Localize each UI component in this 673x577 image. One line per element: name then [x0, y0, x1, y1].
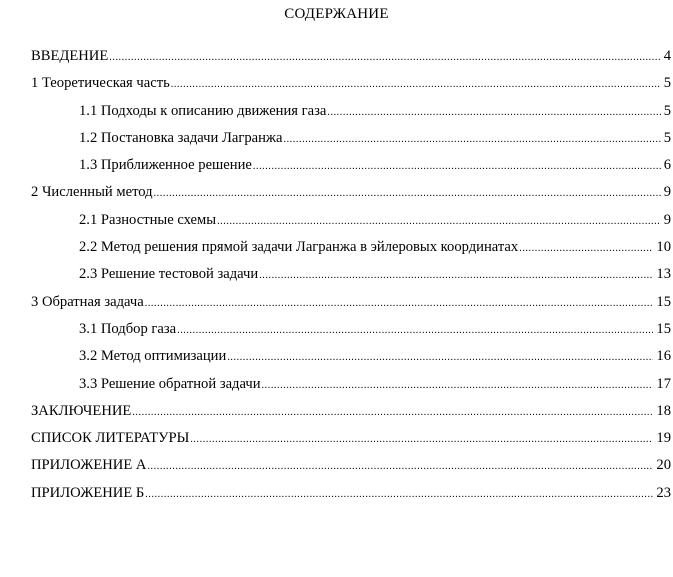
- toc-entry[interactable]: [31, 211, 671, 238]
- toc-entry[interactable]: [31, 484, 671, 511]
- toc-entry[interactable]: [31, 183, 671, 210]
- toc-entry-label: СПИСОК ЛИТЕРАТУРЫ: [31, 430, 190, 447]
- toc-entry-page-number: 5: [663, 102, 671, 119]
- toc-dot-leader: [147, 458, 653, 476]
- toc-dot-leader: [227, 349, 653, 367]
- toc-list: [31, 47, 671, 511]
- toc-entry-label: 3.1 Подбор газа: [79, 320, 177, 337]
- toc-entry[interactable]: [31, 47, 671, 74]
- toc-dot-leader: [145, 295, 654, 313]
- toc-entry[interactable]: [31, 238, 671, 265]
- toc-dot-leader: [327, 104, 660, 122]
- toc-entry[interactable]: [31, 375, 671, 402]
- toc-entry-page-number: 15: [656, 320, 671, 337]
- toc-entry-page-number: 16: [656, 348, 671, 365]
- toc-dot-leader: [283, 131, 660, 149]
- toc-entry-label: 2.1 Разностные схемы: [79, 211, 217, 228]
- toc-entry-page-number: 5: [663, 129, 671, 146]
- toc-entry-label: ЗАКЛЮЧЕНИЕ: [31, 402, 132, 419]
- toc-entry-label: 2 Численный метод: [31, 184, 153, 201]
- toc-dot-leader: [259, 267, 653, 285]
- toc-entry-label: ПРИЛОЖЕНИЕ А: [31, 457, 147, 474]
- toc-dot-leader: [154, 185, 661, 203]
- toc-entry-page-number: 18: [656, 402, 671, 419]
- toc-entry-page-number: 10: [656, 239, 671, 256]
- toc-entry-page-number: 13: [656, 266, 671, 283]
- toc-entry-page-number: 4: [663, 48, 671, 64]
- toc-dot-leader: [145, 486, 653, 504]
- toc-entry[interactable]: [31, 347, 671, 374]
- toc-dot-leader: [190, 431, 653, 449]
- toc-entry-label: 1.3 Приближенное решение: [79, 157, 252, 174]
- toc-entry-label: 1.2 Постановка задачи Лагранжа: [79, 129, 283, 146]
- toc-entry-label: 2.3 Решение тестовой задачи: [79, 266, 259, 283]
- toc-dot-leader: [217, 213, 661, 231]
- toc-dot-leader: [177, 322, 653, 340]
- toc-dot-leader: [171, 76, 661, 94]
- toc-dot-leader: [519, 240, 653, 258]
- toc-entry[interactable]: [31, 265, 671, 292]
- toc-entry-page-number: 23: [656, 484, 671, 501]
- toc-entry-page-number: 17: [656, 375, 671, 392]
- toc-entry-page-number: 15: [656, 293, 671, 310]
- toc-entry-label: ВВЕДЕНИЕ: [31, 48, 109, 64]
- toc-entry-label: 3 Обратная задача: [31, 293, 144, 310]
- toc-dot-leader: [262, 377, 654, 395]
- toc-entry-page-number: 9: [663, 184, 671, 201]
- toc-entry-page-number: 20: [656, 457, 671, 474]
- toc-entry-page-number: 9: [663, 211, 671, 228]
- toc-entry[interactable]: [31, 320, 671, 347]
- toc-entry[interactable]: [31, 156, 671, 183]
- toc-entry-label: 2.2 Метод решения прямой задачи Лагранжа в эйлеровых координатах: [79, 239, 519, 256]
- toc-entry-label: 3.3 Решение обратной задачи: [79, 375, 261, 392]
- toc-entry[interactable]: [31, 456, 671, 483]
- toc-entry-label: ПРИЛОЖЕНИЕ Б: [31, 484, 145, 501]
- toc-entry[interactable]: [31, 102, 671, 129]
- toc-entry[interactable]: [31, 74, 671, 101]
- toc-entry-page-number: 19: [656, 430, 671, 447]
- toc-dot-leader: [109, 49, 660, 67]
- toc-dot-leader: [132, 404, 653, 422]
- toc-entry[interactable]: [31, 429, 671, 456]
- toc-entry[interactable]: [31, 402, 671, 429]
- toc-entry-page-number: 6: [663, 157, 671, 174]
- toc-entry-label: 1 Теоретическая часть: [31, 75, 170, 92]
- toc-dot-leader: [253, 158, 661, 176]
- toc-entry-page-number: 5: [663, 75, 671, 92]
- toc-entry-label: 3.2 Метод оптимизации: [79, 348, 227, 365]
- toc-entry-label: 1.1 Подходы к описанию движения газа: [79, 102, 327, 119]
- toc-title: СОДЕРЖАНИЕ: [284, 6, 389, 22]
- toc-entry[interactable]: [31, 293, 671, 320]
- toc-entry[interactable]: [31, 129, 671, 156]
